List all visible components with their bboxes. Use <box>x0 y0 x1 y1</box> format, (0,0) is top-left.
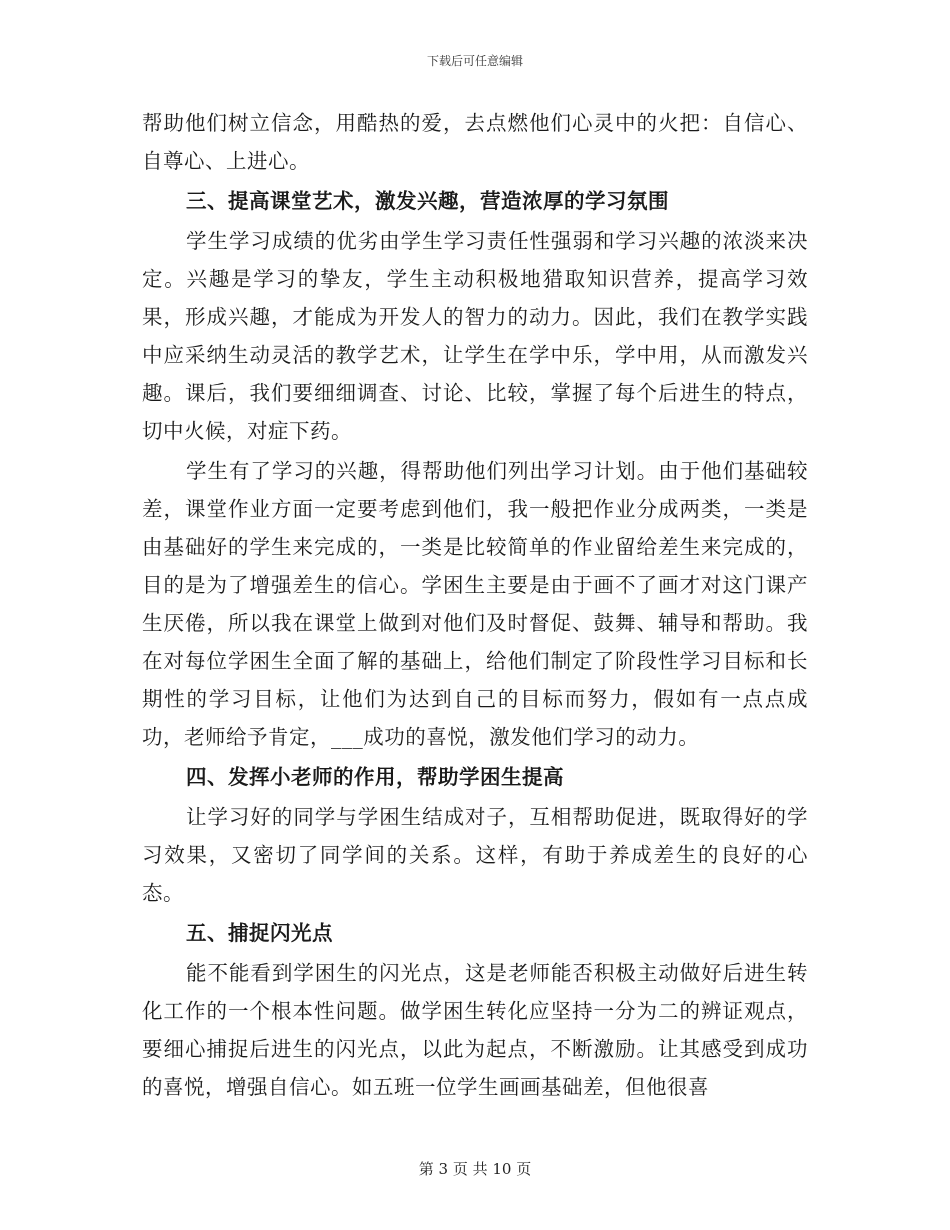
page-header: 下载后可任意编辑 <box>426 54 523 68</box>
document-body <box>142 104 808 1108</box>
section-heading-4: 四、发挥小老师的作用，帮助学困生提高 <box>186 765 564 789</box>
paragraph-continued: 帮助他们树立信念，用酷热的爱，去点燃他们心灵中的火把：自信心、自尊心、上进心。 <box>142 111 808 173</box>
paragraph-3b: 学生有了学习的兴趣，得帮助他们列出学习计划。由于他们基础较差，课堂作业方面一定要考虑到他们，我一般把作业分成两类，一类是由基础好的学生来完成的，一类是比较简单的作业留给差生来完成的，目的是为了增强差生的信心。学困生主要是由于画不了画才对这门课产生厌倦，所以我在课堂上做到对他们及时督促、鼓舞、辅导和帮助。我在对每位学困生全面了解的基础上，给他们制定了阶段性学习目标和长期性的学习目标，让他们为达到自己的目标而努力，假如有一点点成功，老师给予肯定，___成功的喜悦，激发他们学习的动力。 <box>142 459 808 749</box>
paragraph-4: 让学习好的同学与学困生结成对子，互相帮助促进，既取得好的学习效果，又密切了同学间的关系。这样，有助于养成差生的良好的心态。 <box>142 805 808 905</box>
section-heading-5: 五、捕捉闪光点 <box>186 921 333 945</box>
page-footer: 第 3 页 共 10 页 <box>418 1160 532 1178</box>
paragraph-5: 能不能看到学困生的闪光点，这是老师能否积极主动做好后进生转化工作的一个根本性问题。做学困生转化应坚持一分为二的辨证观点，要细心捕捉后进生的闪光点，以此为起点，不断激励。让其感受到成功的喜悦，增强自信心。如五班一位学生画画基础差，但他很喜 <box>142 961 808 1099</box>
section-heading-3: 三、提高课堂艺术，激发兴趣，营造浓厚的学习氛围 <box>186 189 669 213</box>
paragraph-3a: 学生学习成绩的优劣由学生学习责任性强弱和学习兴趣的浓淡来决定。兴趣是学习的挚友，学生主动积极地猎取知识营养，提高学习效果，形成兴趣，才能成为开发人的智力的动力。因此，我们在教学实践中应采纳生动灵活的教学艺术，让学生在学中乐，学中用，从而激发兴趣。课后，我们要细细调查、讨论、比较，掌握了每个后进生的特点，切中火候，对症下药。 <box>142 229 808 443</box>
